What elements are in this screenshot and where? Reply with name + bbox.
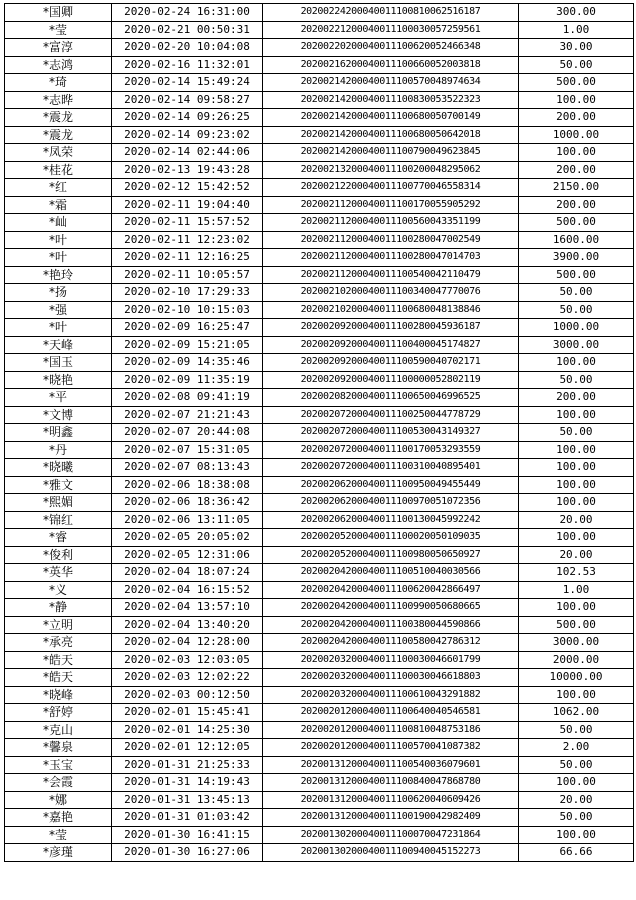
- timestamp-cell: 2020-02-03 00:12:50: [112, 686, 263, 704]
- amount-cell: 100.00: [519, 686, 634, 704]
- order-number-cell: 20200213200040011100200048295062: [263, 161, 519, 179]
- order-number-cell: 20200211200040011100170055905292: [263, 196, 519, 214]
- order-number-cell: 20200216200040011100660052003818: [263, 56, 519, 74]
- order-number-cell: 20200209200040011100280045936187: [263, 319, 519, 337]
- amount-cell: 66.66: [519, 844, 634, 862]
- timestamp-cell: 2020-01-30 16:41:15: [112, 826, 263, 844]
- donor-name-cell: *霜: [5, 196, 112, 214]
- table-row: [5, 826, 634, 844]
- table-row: [5, 371, 634, 389]
- table-row: [5, 21, 634, 39]
- donor-name-cell: *俊利: [5, 546, 112, 564]
- amount-cell: 100.00: [519, 529, 634, 547]
- donor-name-cell: *凤荣: [5, 144, 112, 162]
- table-row: [5, 634, 634, 652]
- table-row: [5, 721, 634, 739]
- amount-cell: 30.00: [519, 39, 634, 57]
- order-number-cell: 20200203200040011100030046601799: [263, 651, 519, 669]
- timestamp-cell: 2020-02-12 15:42:52: [112, 179, 263, 197]
- amount-cell: 500.00: [519, 266, 634, 284]
- timestamp-cell: 2020-02-21 00:50:31: [112, 21, 263, 39]
- timestamp-cell: 2020-02-07 08:13:43: [112, 459, 263, 477]
- timestamp-cell: 2020-02-04 13:57:10: [112, 599, 263, 617]
- table-row: [5, 196, 634, 214]
- amount-cell: 100.00: [519, 144, 634, 162]
- table-row: [5, 74, 634, 92]
- table-row: [5, 599, 634, 617]
- order-number-cell: 20200214200040011100680050642018: [263, 126, 519, 144]
- order-number-cell: 20200208200040011100650046996525: [263, 389, 519, 407]
- timestamp-cell: 2020-02-07 20:44:08: [112, 424, 263, 442]
- donor-name-cell: *锦红: [5, 511, 112, 529]
- order-number-cell: 20200220200040011100620052466348: [263, 39, 519, 57]
- table-row: [5, 739, 634, 757]
- donor-name-cell: *玉宝: [5, 756, 112, 774]
- order-number-cell: 20200224200040011100810062516187: [263, 4, 519, 22]
- amount-cell: 1.00: [519, 21, 634, 39]
- donor-name-cell: *承亮: [5, 634, 112, 652]
- amount-cell: 3000.00: [519, 634, 634, 652]
- timestamp-cell: 2020-02-11 15:57:52: [112, 214, 263, 232]
- order-number-cell: 20200210200040011100340047770076: [263, 284, 519, 302]
- table-row: [5, 774, 634, 792]
- table-row: [5, 336, 634, 354]
- donor-name-cell: *明鑫: [5, 424, 112, 442]
- table-row: [5, 791, 634, 809]
- order-number-cell: 20200210200040011100680048138846: [263, 301, 519, 319]
- order-number-cell: 20200204200040011100580042786312: [263, 634, 519, 652]
- order-number-cell: 20200209200040011100590040702171: [263, 354, 519, 372]
- order-number-cell: 20200205200040011100020050109035: [263, 529, 519, 547]
- order-number-cell: 20200201200040011100570041087382: [263, 739, 519, 757]
- amount-cell: 50.00: [519, 721, 634, 739]
- donor-name-cell: *国卿: [5, 4, 112, 22]
- donor-name-cell: *叶: [5, 231, 112, 249]
- order-number-cell: 20200203200040011100610043291882: [263, 686, 519, 704]
- amount-cell: 100.00: [519, 406, 634, 424]
- amount-cell: 200.00: [519, 389, 634, 407]
- amount-cell: 100.00: [519, 354, 634, 372]
- table-row: [5, 231, 634, 249]
- table-row: [5, 249, 634, 267]
- amount-cell: 1600.00: [519, 231, 634, 249]
- donor-name-cell: *桂花: [5, 161, 112, 179]
- amount-cell: 100.00: [519, 91, 634, 109]
- amount-cell: 1000.00: [519, 319, 634, 337]
- donor-name-cell: *震龙: [5, 109, 112, 127]
- table-row: [5, 266, 634, 284]
- amount-cell: 50.00: [519, 301, 634, 319]
- donor-name-cell: *丹: [5, 441, 112, 459]
- timestamp-cell: 2020-02-05 12:31:06: [112, 546, 263, 564]
- order-number-cell: 20200207200040011100170053293559: [263, 441, 519, 459]
- timestamp-cell: 2020-02-14 02:44:06: [112, 144, 263, 162]
- table-row: [5, 214, 634, 232]
- timestamp-cell: 2020-02-11 10:05:57: [112, 266, 263, 284]
- order-number-cell: 20200131200040011100190042982409: [263, 809, 519, 827]
- donor-name-cell: *震龙: [5, 126, 112, 144]
- amount-cell: 100.00: [519, 774, 634, 792]
- donor-name-cell: *艳玲: [5, 266, 112, 284]
- timestamp-cell: 2020-02-14 09:58:27: [112, 91, 263, 109]
- timestamp-cell: 2020-02-07 15:31:05: [112, 441, 263, 459]
- order-number-cell: 20200206200040011100970051072356: [263, 494, 519, 512]
- table-row: [5, 704, 634, 722]
- table-row: [5, 406, 634, 424]
- amount-cell: 500.00: [519, 74, 634, 92]
- order-number-cell: 20200201200040011100810048753186: [263, 721, 519, 739]
- table-row: [5, 389, 634, 407]
- timestamp-cell: 2020-02-09 15:21:05: [112, 336, 263, 354]
- timestamp-cell: 2020-02-10 17:29:33: [112, 284, 263, 302]
- timestamp-cell: 2020-02-09 14:35:46: [112, 354, 263, 372]
- amount-cell: 50.00: [519, 371, 634, 389]
- donor-name-cell: *屾: [5, 214, 112, 232]
- amount-cell: 1.00: [519, 581, 634, 599]
- timestamp-cell: 2020-02-16 11:32:01: [112, 56, 263, 74]
- donor-name-cell: *扬: [5, 284, 112, 302]
- order-number-cell: 20200203200040011100030046618803: [263, 669, 519, 687]
- table-row: [5, 581, 634, 599]
- amount-cell: 3900.00: [519, 249, 634, 267]
- order-number-cell: 20200205200040011100980050650927: [263, 546, 519, 564]
- donor-name-cell: *熙媚: [5, 494, 112, 512]
- donor-name-cell: *睿: [5, 529, 112, 547]
- order-number-cell: 20200209200040011100400045174827: [263, 336, 519, 354]
- donor-name-cell: *晓艳: [5, 371, 112, 389]
- timestamp-cell: 2020-02-04 12:28:00: [112, 634, 263, 652]
- donor-name-cell: *天峰: [5, 336, 112, 354]
- table-row: [5, 179, 634, 197]
- donor-name-cell: *会霞: [5, 774, 112, 792]
- table-row: [5, 319, 634, 337]
- amount-cell: 500.00: [519, 616, 634, 634]
- donor-name-cell: *晓曦: [5, 459, 112, 477]
- table-row: [5, 284, 634, 302]
- timestamp-cell: 2020-02-11 12:23:02: [112, 231, 263, 249]
- order-number-cell: 20200211200040011100560043351199: [263, 214, 519, 232]
- timestamp-cell: 2020-02-14 09:26:25: [112, 109, 263, 127]
- donor-name-cell: *立明: [5, 616, 112, 634]
- order-number-cell: 20200211200040011100280047002549: [263, 231, 519, 249]
- donor-name-cell: *英华: [5, 564, 112, 582]
- order-number-cell: 20200201200040011100640040546581: [263, 704, 519, 722]
- amount-cell: 10000.00: [519, 669, 634, 687]
- amount-cell: 100.00: [519, 476, 634, 494]
- donor-name-cell: *皓天: [5, 651, 112, 669]
- table-row: [5, 441, 634, 459]
- order-number-cell: 20200204200040011100380044590866: [263, 616, 519, 634]
- amount-cell: 200.00: [519, 161, 634, 179]
- timestamp-cell: 2020-02-11 12:16:25: [112, 249, 263, 267]
- timestamp-cell: 2020-01-30 16:27:06: [112, 844, 263, 862]
- amount-cell: 2.00: [519, 739, 634, 757]
- timestamp-cell: 2020-02-05 20:05:02: [112, 529, 263, 547]
- amount-cell: 100.00: [519, 441, 634, 459]
- table-row: [5, 301, 634, 319]
- table-row: [5, 546, 634, 564]
- timestamp-cell: 2020-02-20 10:04:08: [112, 39, 263, 57]
- table-row: [5, 616, 634, 634]
- order-number-cell: 20200206200040011100950049455449: [263, 476, 519, 494]
- donor-name-cell: *皓天: [5, 669, 112, 687]
- timestamp-cell: 2020-01-31 01:03:42: [112, 809, 263, 827]
- donor-name-cell: *克山: [5, 721, 112, 739]
- order-number-cell: 20200214200040011100790049623845: [263, 144, 519, 162]
- order-number-cell: 20200204200040011100990050680665: [263, 599, 519, 617]
- donor-name-cell: *义: [5, 581, 112, 599]
- timestamp-cell: 2020-02-06 18:38:08: [112, 476, 263, 494]
- timestamp-cell: 2020-02-14 15:49:24: [112, 74, 263, 92]
- order-number-cell: 20200131200040011100840047868780: [263, 774, 519, 792]
- table-row: [5, 354, 634, 372]
- amount-cell: 100.00: [519, 494, 634, 512]
- table-row: [5, 494, 634, 512]
- timestamp-cell: 2020-01-31 14:19:43: [112, 774, 263, 792]
- order-number-cell: 20200204200040011100510040030566: [263, 564, 519, 582]
- order-number-cell: 20200221200040011100030057259561: [263, 21, 519, 39]
- table-row: [5, 686, 634, 704]
- donor-name-cell: *志晔: [5, 91, 112, 109]
- donor-name-cell: *琦: [5, 74, 112, 92]
- timestamp-cell: 2020-02-09 11:35:19: [112, 371, 263, 389]
- table-row: [5, 756, 634, 774]
- table-row: [5, 144, 634, 162]
- amount-cell: 20.00: [519, 546, 634, 564]
- order-number-cell: 20200211200040011100280047014703: [263, 249, 519, 267]
- table-row: [5, 669, 634, 687]
- amount-cell: 2150.00: [519, 179, 634, 197]
- timestamp-cell: 2020-02-04 13:40:20: [112, 616, 263, 634]
- timestamp-cell: 2020-02-14 09:23:02: [112, 126, 263, 144]
- table-row: [5, 844, 634, 862]
- timestamp-cell: 2020-02-24 16:31:00: [112, 4, 263, 22]
- table-body: [5, 4, 634, 862]
- amount-cell: 50.00: [519, 56, 634, 74]
- donation-records-table: [4, 3, 634, 862]
- table-row: [5, 809, 634, 827]
- amount-cell: 200.00: [519, 109, 634, 127]
- amount-cell: 2000.00: [519, 651, 634, 669]
- timestamp-cell: 2020-02-01 15:45:41: [112, 704, 263, 722]
- donor-name-cell: *国玉: [5, 354, 112, 372]
- order-number-cell: 20200206200040011100130045992242: [263, 511, 519, 529]
- amount-cell: 1000.00: [519, 126, 634, 144]
- donor-name-cell: *彦瑾: [5, 844, 112, 862]
- amount-cell: 300.00: [519, 4, 634, 22]
- order-number-cell: 20200214200040011100680050700149: [263, 109, 519, 127]
- timestamp-cell: 2020-02-03 12:02:22: [112, 669, 263, 687]
- order-number-cell: 20200130200040011100940045152273: [263, 844, 519, 862]
- order-number-cell: 20200131200040011100540036079601: [263, 756, 519, 774]
- timestamp-cell: 2020-02-06 18:36:42: [112, 494, 263, 512]
- amount-cell: 50.00: [519, 284, 634, 302]
- amount-cell: 500.00: [519, 214, 634, 232]
- order-number-cell: 20200209200040011100000052802119: [263, 371, 519, 389]
- timestamp-cell: 2020-02-03 12:03:05: [112, 651, 263, 669]
- donor-name-cell: *莹: [5, 21, 112, 39]
- timestamp-cell: 2020-02-11 19:04:40: [112, 196, 263, 214]
- amount-cell: 20.00: [519, 791, 634, 809]
- donor-name-cell: *晓峰: [5, 686, 112, 704]
- amount-cell: 20.00: [519, 511, 634, 529]
- donor-name-cell: *静: [5, 599, 112, 617]
- table-row: [5, 161, 634, 179]
- order-number-cell: 20200130200040011100070047231864: [263, 826, 519, 844]
- amount-cell: 50.00: [519, 424, 634, 442]
- donor-name-cell: *叶: [5, 319, 112, 337]
- amount-cell: 50.00: [519, 809, 634, 827]
- order-number-cell: 20200211200040011100540042110479: [263, 266, 519, 284]
- order-number-cell: 20200207200040011100530043149327: [263, 424, 519, 442]
- donor-name-cell: *舒婷: [5, 704, 112, 722]
- table-row: [5, 4, 634, 22]
- donor-name-cell: *娜: [5, 791, 112, 809]
- order-number-cell: 20200214200040011100830053522323: [263, 91, 519, 109]
- table-row: [5, 109, 634, 127]
- timestamp-cell: 2020-02-01 14:25:30: [112, 721, 263, 739]
- timestamp-cell: 2020-02-09 16:25:47: [112, 319, 263, 337]
- donor-name-cell: *富淳: [5, 39, 112, 57]
- amount-cell: 50.00: [519, 756, 634, 774]
- amount-cell: 100.00: [519, 599, 634, 617]
- amount-cell: 100.00: [519, 826, 634, 844]
- order-number-cell: 20200207200040011100310040895401: [263, 459, 519, 477]
- donor-name-cell: *雅文: [5, 476, 112, 494]
- table-row: [5, 511, 634, 529]
- timestamp-cell: 2020-02-01 12:12:05: [112, 739, 263, 757]
- order-number-cell: 20200131200040011100620040609426: [263, 791, 519, 809]
- table-row: [5, 459, 634, 477]
- table-row: [5, 91, 634, 109]
- order-number-cell: 20200207200040011100250044778729: [263, 406, 519, 424]
- donor-name-cell: *莹: [5, 826, 112, 844]
- amount-cell: 100.00: [519, 459, 634, 477]
- timestamp-cell: 2020-02-04 18:07:24: [112, 564, 263, 582]
- timestamp-cell: 2020-01-31 13:45:13: [112, 791, 263, 809]
- order-number-cell: 20200214200040011100570048974634: [263, 74, 519, 92]
- donor-name-cell: *文博: [5, 406, 112, 424]
- amount-cell: 3000.00: [519, 336, 634, 354]
- table-row: [5, 529, 634, 547]
- table-row: [5, 126, 634, 144]
- order-number-cell: 20200212200040011100770046558314: [263, 179, 519, 197]
- donor-name-cell: *红: [5, 179, 112, 197]
- table-row: [5, 651, 634, 669]
- timestamp-cell: 2020-02-07 21:21:43: [112, 406, 263, 424]
- table-row: [5, 56, 634, 74]
- donor-name-cell: *馨泉: [5, 739, 112, 757]
- timestamp-cell: 2020-02-06 13:11:05: [112, 511, 263, 529]
- timestamp-cell: 2020-01-31 21:25:33: [112, 756, 263, 774]
- timestamp-cell: 2020-02-04 16:15:52: [112, 581, 263, 599]
- donor-name-cell: *嘉艳: [5, 809, 112, 827]
- table-row: [5, 476, 634, 494]
- donor-name-cell: *强: [5, 301, 112, 319]
- table-row: [5, 424, 634, 442]
- amount-cell: 1062.00: [519, 704, 634, 722]
- table-row: [5, 564, 634, 582]
- timestamp-cell: 2020-02-13 19:43:28: [112, 161, 263, 179]
- table-row: [5, 39, 634, 57]
- amount-cell: 200.00: [519, 196, 634, 214]
- timestamp-cell: 2020-02-08 09:41:19: [112, 389, 263, 407]
- donor-name-cell: *志鸿: [5, 56, 112, 74]
- amount-cell: 102.53: [519, 564, 634, 582]
- order-number-cell: 20200204200040011100620042866497: [263, 581, 519, 599]
- donor-name-cell: *平: [5, 389, 112, 407]
- donor-name-cell: *叶: [5, 249, 112, 267]
- timestamp-cell: 2020-02-10 10:15:03: [112, 301, 263, 319]
